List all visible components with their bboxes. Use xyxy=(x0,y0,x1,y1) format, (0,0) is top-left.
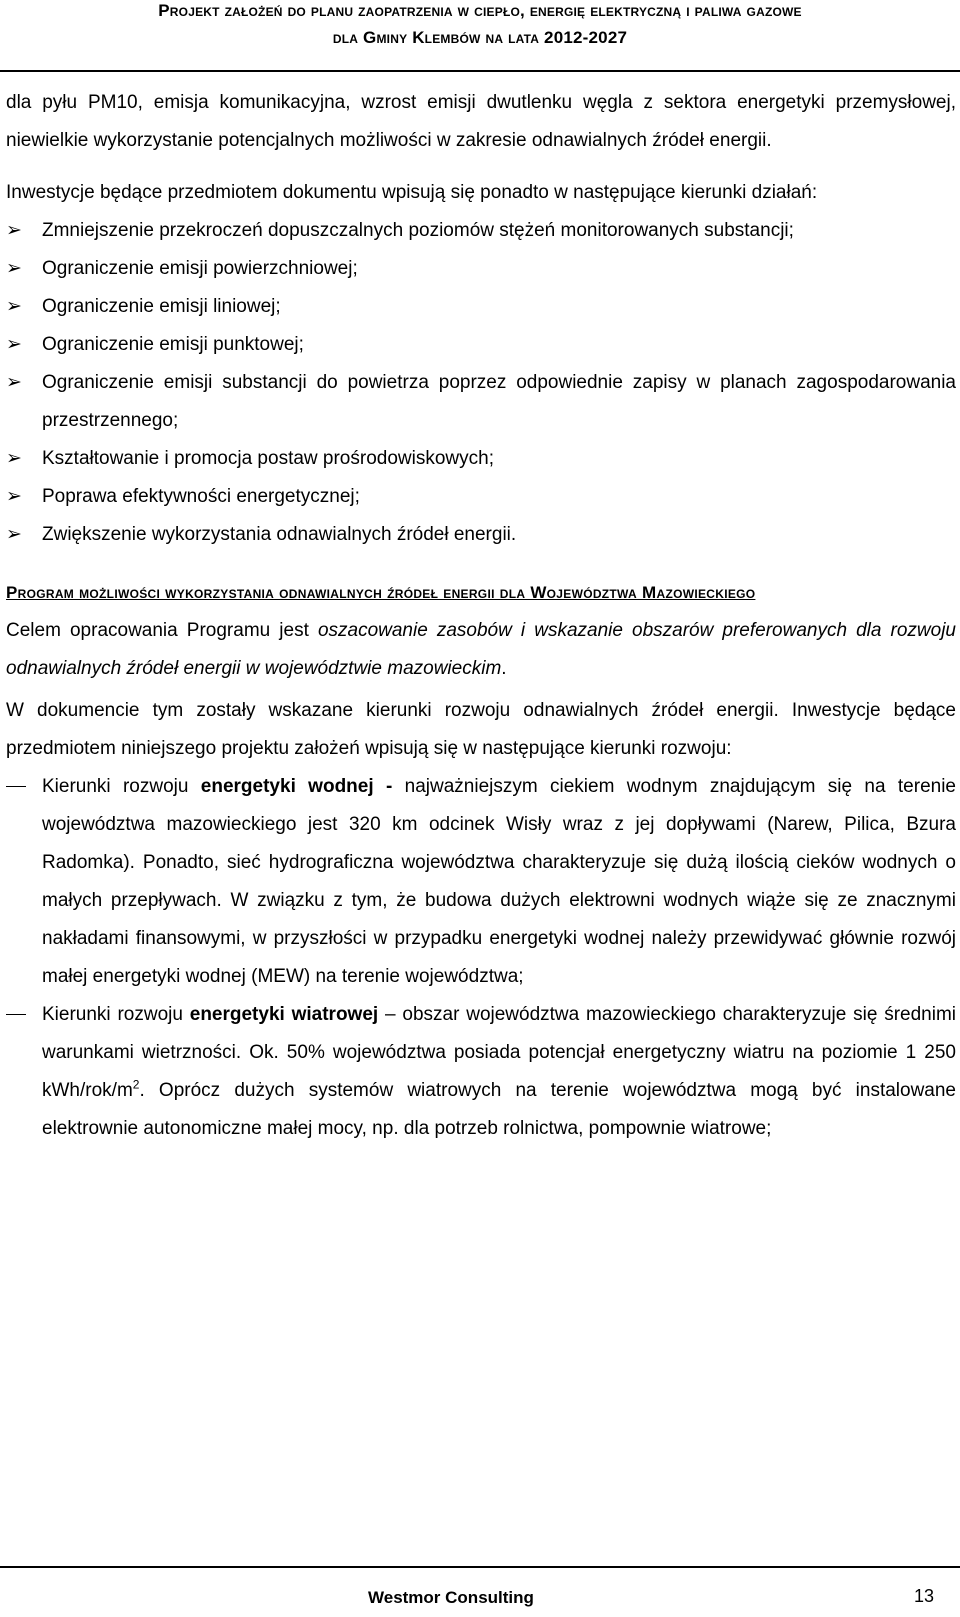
list-item-text: Ograniczenie emisji substancji do powietrza poprzez odpowiednie zapisy w planach zagospodarowania przestrzennego; xyxy=(42,372,956,431)
arrow-bullet-icon: ➢ xyxy=(6,486,22,507)
list-item xyxy=(6,326,956,364)
list-item xyxy=(6,212,956,250)
header-title-line1: Projekt założeń do planu zaopatrzenia w ciepło, energię elektryczną i paliwa gazowe xyxy=(158,1,802,20)
water-lead: Kierunki rozwoju xyxy=(42,776,201,797)
purpose-paragraph xyxy=(6,612,956,688)
investments-sentence: Inwestycje będące przedmiotem niniejszego projektu założeń wpisują się w następujące kierunki rozwoju: xyxy=(6,700,956,759)
directions-list xyxy=(6,768,956,1148)
wind-text-2: . Oprócz dużych systemów wiatrowych na terenie województwa mogą być instalowane elektrownie autonomiczne małej mocy, np. dla potrzeb rolnictwa, pompownie wiatrowe; xyxy=(42,1080,956,1139)
list-item xyxy=(6,364,956,440)
directions-sentence: W dokumencie tym zostały wskazane kierunki rozwoju odnawialnych źródeł energii. xyxy=(6,700,779,721)
list-item xyxy=(6,440,956,478)
purpose-end: . xyxy=(501,658,507,679)
list-item xyxy=(6,478,956,516)
list-item xyxy=(6,250,956,288)
list-item-text: Ograniczenie emisji powierzchniowej; xyxy=(42,258,358,279)
water-text: najważniejszym ciekiem wodnym znajdującym się na terenie województwa mazowieckiego jest 320 km odcinek Wisły wraz z jej dopływami (Narew, Pilica, Bzura Radomka). Ponadto, sieć hydrograficzna województwa charakteryzuje się dużą ilością cieków wodnych o małych przepływach. W związku z tym, że budowa dużych elektrowni wodnych wiąże się ze znacznymi nakładami finansowymi, w przyszłości w przypadku energetyki wodnej należy przewidywać głównie rozwój małej energetyki wodnej (MEW) na terenie województwa; xyxy=(42,776,956,987)
header-title-line2: dla Gminy Klembów na lata 2012-2027 xyxy=(332,28,628,47)
page-number: 13 xyxy=(913,1586,934,1606)
purpose-italic: oszacowanie zasobów i wskazanie obszarów preferowanych dla rozwoju odnawialnych źródeł energii w województwie mazowieckim xyxy=(6,620,956,679)
list-item-water xyxy=(6,768,956,996)
directions-paragraph xyxy=(6,692,956,768)
water-bold: energetyki wodnej - xyxy=(200,776,393,797)
footer-divider xyxy=(0,1566,960,1568)
dash-bullet-icon xyxy=(6,786,26,787)
purpose-lead: Celem opracowania Programu jest xyxy=(6,620,318,641)
dash-bullet-icon xyxy=(6,1014,26,1015)
header-divider xyxy=(0,70,960,72)
list-item-text: Ograniczenie emisji punktowej; xyxy=(42,334,304,355)
list-item-text: Zmniejszenie przekroczeń dopuszczalnych poziomów stężeń monitorowanych substancji; xyxy=(42,220,794,241)
section-heading: Program możliwości wykorzystania odnawialnych źródeł energii dla Województwa Mazowieckiego xyxy=(6,583,756,602)
intro-paragraph: Inwestycje będące przedmiotem dokumentu wpisują się ponadto w następujące kierunki działań: xyxy=(6,182,818,203)
wind-bold: energetyki wiatrowej xyxy=(189,1004,379,1025)
footer-company: Westmor Consulting xyxy=(368,1588,534,1607)
wind-superscript: 2 xyxy=(132,1077,140,1092)
arrow-bullet-icon: ➢ xyxy=(6,524,22,545)
page-footer xyxy=(0,1566,960,1617)
page-header xyxy=(0,0,960,72)
arrow-bullet-icon: ➢ xyxy=(6,258,22,279)
arrow-bullet-icon: ➢ xyxy=(6,220,22,241)
arrow-bullet-icon: ➢ xyxy=(6,372,22,393)
list-item-text: Kształtowanie i promocja postaw prośrodowiskowych; xyxy=(42,448,494,469)
wind-text-1: – obszar województwa mazowieckiego charakteryzuje się średnimi warunkami wietrzności. Ok. 50% województwa posiada potencjał energetyczny wiatru na poziomie 1 250 kWh/rok/m xyxy=(42,1004,957,1101)
list-item-text: Poprawa efektywności energetycznej; xyxy=(42,486,360,507)
list-item-text: Ograniczenie emisji liniowej; xyxy=(42,296,281,317)
actions-list xyxy=(6,212,956,554)
list-item-wind xyxy=(6,996,956,1148)
arrow-bullet-icon: ➢ xyxy=(6,334,22,355)
arrow-bullet-icon: ➢ xyxy=(6,448,22,469)
list-item-text: Zwiększenie wykorzystania odnawialnych źródeł energii. xyxy=(42,524,517,545)
list-item xyxy=(6,288,956,326)
wind-lead: Kierunki rozwoju xyxy=(42,1004,190,1025)
document-body xyxy=(6,84,956,1148)
arrow-bullet-icon: ➢ xyxy=(6,296,22,317)
list-item xyxy=(6,516,956,554)
continuation-paragraph: dla pyłu PM10, emisja komunikacyjna, wzrost emisji dwutlenku węgla z sektora energetyki przemysłowej, niewielkie wykorzystanie potencjalnych możliwości w zakresie odnawialnych źródeł energii. xyxy=(6,92,956,151)
spacer xyxy=(6,554,956,574)
spacer xyxy=(6,160,956,174)
